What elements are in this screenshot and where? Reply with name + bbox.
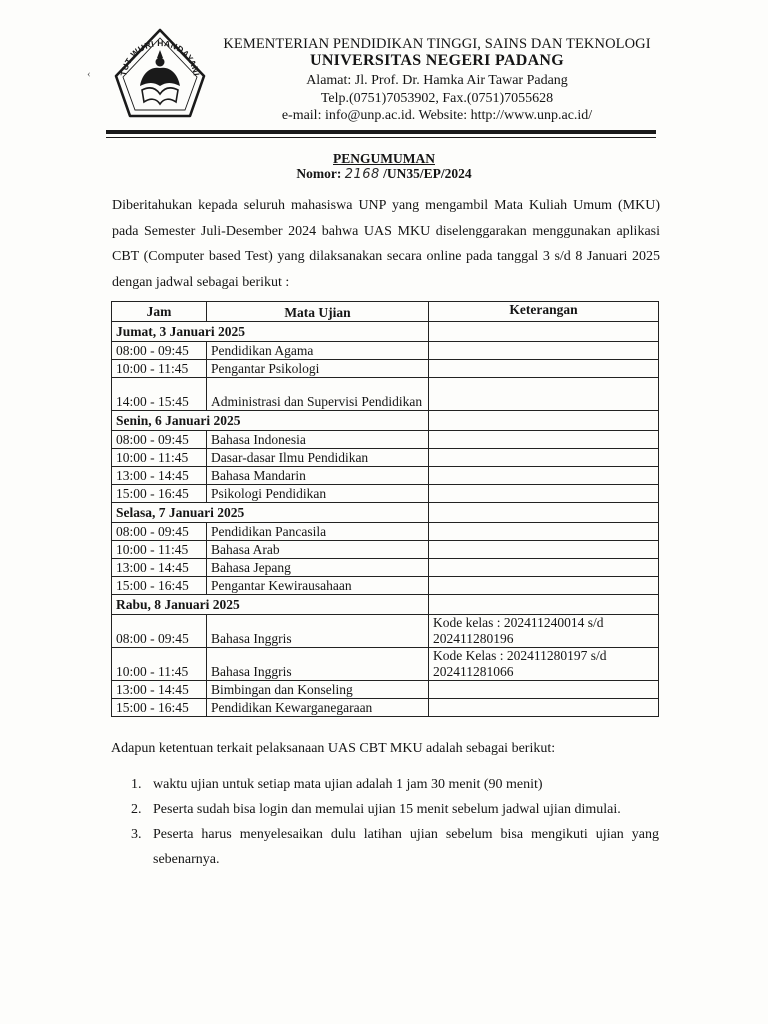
cell-subject: Pendidikan Kewarganegaraan xyxy=(207,699,429,717)
number-suffix: /UN35/EP/2024 xyxy=(383,166,472,181)
ministry-name: KEMENTERIAN PENDIDIKAN TINGGI, SAINS DAN TEKNOLOGI xyxy=(223,36,651,52)
exam-schedule-table xyxy=(111,301,659,717)
list-item xyxy=(131,797,659,822)
day-label: Jumat, 3 Januari 2025 xyxy=(112,322,429,342)
cell-note xyxy=(429,449,659,467)
list-item-number: 1. xyxy=(131,777,142,792)
cell-subject: Pendidikan Pancasila xyxy=(207,523,429,541)
cell-time: 15:00 - 16:45 xyxy=(112,699,207,717)
table-row xyxy=(112,699,659,717)
number-label: Nomor: xyxy=(296,166,342,181)
cell-time: 10:00 - 11:45 xyxy=(112,648,207,681)
table-row xyxy=(112,559,659,577)
cell-time: 08:00 - 09:45 xyxy=(112,523,207,541)
cell-time: 15:00 - 16:45 xyxy=(112,485,207,503)
list-item xyxy=(131,822,659,872)
day-note-cell xyxy=(429,411,659,431)
cell-time: 10:00 - 11:45 xyxy=(112,360,207,378)
list-item-number: 3. xyxy=(131,827,142,842)
day-row xyxy=(112,411,659,431)
provisions-intro: Adapun ketentuan terkait pelaksanaan UAS CBT MKU adalah sebagai berikut: xyxy=(111,741,556,756)
list-item-text: Peserta harus menyelesaikan dulu latihan ujian sebelum bisa mengikuti ujian yang sebenarnya. xyxy=(153,827,659,867)
table-row xyxy=(112,648,659,681)
cell-subject: Bahasa Mandarin xyxy=(207,467,429,485)
university-address: Alamat: Jl. Prof. Dr. Hamka Air Tawar Padang xyxy=(306,73,568,88)
cell-time: 10:00 - 11:45 xyxy=(112,541,207,559)
cell-note xyxy=(429,431,659,449)
cell-note xyxy=(429,360,659,378)
day-row xyxy=(112,503,659,523)
cell-time: 13:00 - 14:45 xyxy=(112,559,207,577)
list-item xyxy=(131,772,659,797)
list-item-text: Peserta sudah bisa login dan memulai ujian 15 menit sebelum jadwal ujian dimulai. xyxy=(153,802,621,817)
table-row xyxy=(112,378,659,411)
day-row xyxy=(112,595,659,615)
cell-note xyxy=(429,541,659,559)
table-header-row xyxy=(112,302,659,322)
cell-subject: Bahasa Jepang xyxy=(207,559,429,577)
day-label: Senin, 6 Januari 2025 xyxy=(112,411,429,431)
cell-subject: Bimbingan dan Konseling xyxy=(207,681,429,699)
cell-time: 08:00 - 09:45 xyxy=(112,615,207,648)
cell-time: 10:00 - 11:45 xyxy=(112,449,207,467)
cell-time: 13:00 - 14:45 xyxy=(112,681,207,699)
table-row xyxy=(112,360,659,378)
cell-time: 15:00 - 16:45 xyxy=(112,577,207,595)
university-contact: e-mail: info@unp.ac.id. Website: http://www.unp.ac.id/ xyxy=(281,108,593,123)
schedule-body xyxy=(112,322,659,717)
table-row xyxy=(112,431,659,449)
table-row xyxy=(112,449,659,467)
cell-note xyxy=(429,378,659,411)
cell-note xyxy=(429,559,659,577)
logo-motto: TUT WURI HANDAYANI xyxy=(118,37,202,77)
cell-subject: Pengantar Kewirausahaan xyxy=(207,577,429,595)
table-row xyxy=(112,523,659,541)
cell-time: 14:00 - 15:45 xyxy=(112,378,207,411)
letterhead-rule-thin xyxy=(106,137,656,138)
announcement-number xyxy=(0,166,768,182)
table-row xyxy=(112,485,659,503)
day-note-cell xyxy=(429,322,659,342)
table-row xyxy=(112,541,659,559)
header-note: Keterangan xyxy=(429,302,659,322)
header-subject: Mata Ujian xyxy=(207,302,429,322)
cell-subject: Administrasi dan Supervisi Pendidikan xyxy=(207,378,429,411)
cell-note xyxy=(429,342,659,360)
day-row xyxy=(112,322,659,342)
cell-subject: Dasar-dasar Ilmu Pendidikan xyxy=(207,449,429,467)
number-handwritten: 2168 xyxy=(344,167,380,182)
cell-note: Kode Kelas : 202411280197 s/d 202411281066 xyxy=(429,648,659,681)
cell-time: 08:00 - 09:45 xyxy=(112,431,207,449)
cell-subject: Bahasa Indonesia xyxy=(207,431,429,449)
university-phone: Telp.(0751)7053902, Fax.(0751)7055628 xyxy=(320,91,554,106)
cell-note xyxy=(429,485,659,503)
day-label: Selasa, 7 Januari 2025 xyxy=(112,503,429,523)
cell-time: 08:00 - 09:45 xyxy=(112,342,207,360)
cell-subject: Bahasa Inggris xyxy=(207,615,429,648)
cell-subject: Pengantar Psikologi xyxy=(207,360,429,378)
table-row xyxy=(112,577,659,595)
day-note-cell xyxy=(429,503,659,523)
table-row xyxy=(112,467,659,485)
table-row xyxy=(112,681,659,699)
cell-subject: Bahasa Arab xyxy=(207,541,429,559)
list-item-number: 2. xyxy=(131,802,142,817)
list-item-text: waktu ujian untuk setiap mata ujian adalah 1 jam 30 menit (90 menit) xyxy=(153,777,543,792)
announcement-title: PENGUMUMAN xyxy=(333,151,435,166)
provisions-list xyxy=(131,772,659,872)
cell-subject: Bahasa Inggris xyxy=(207,648,429,681)
table-row xyxy=(112,342,659,360)
day-label: Rabu, 8 Januari 2025 xyxy=(112,595,429,615)
day-note-cell xyxy=(429,595,659,615)
letterhead-rule-thick xyxy=(106,130,656,134)
cell-note xyxy=(429,467,659,485)
intro-paragraph: Diberitahukan kepada seluruh mahasiswa UNP yang mengambil Mata Kuliah Umum (MKU) pada Semester Juli-Desember 2024 bahwa UAS MKU diselenggarakan menggunakan aplikasi CBT (Computer based Test) yang dilaksanakan secara online pada tanggal 3 s/d 8 Januari 2025 dengan jadwal sebagai berikut : xyxy=(112,198,660,290)
stray-mark: ‹ xyxy=(87,68,91,80)
cell-note xyxy=(429,681,659,699)
table-row xyxy=(112,615,659,648)
cell-time: 13:00 - 14:45 xyxy=(112,467,207,485)
university-name: UNIVERSITAS NEGERI PADANG xyxy=(309,52,565,69)
header-time: Jam xyxy=(112,302,207,322)
cell-note xyxy=(429,523,659,541)
cell-note xyxy=(429,577,659,595)
cell-subject: Psikologi Pendidikan xyxy=(207,485,429,503)
cell-note xyxy=(429,699,659,717)
cell-note: Kode kelas : 202411240014 s/d 202411280196 xyxy=(429,615,659,648)
cell-subject: Pendidikan Agama xyxy=(207,342,429,360)
